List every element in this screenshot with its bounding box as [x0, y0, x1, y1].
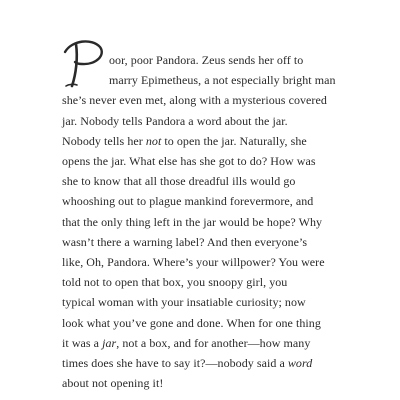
drop-cap-glyph	[62, 38, 106, 88]
text-line-7: she to know that all those dreadful ills would go	[62, 174, 296, 189]
text-line-16: times does she have to say it?—nobody said a word	[62, 356, 313, 370]
text-line-13: typical woman with your insatiable curiosity; now	[62, 295, 306, 310]
text-line-8: whooshing out to plague mankind forevermore, and	[62, 194, 314, 209]
text-line-3: she’s never even met, along with a mysterious covered	[62, 93, 327, 108]
text-line-2: marry Epimetheus, a not especially bright man	[109, 73, 336, 88]
text-line-5: Nobody tells her not to open the jar. Naturally, she	[62, 133, 307, 148]
text-line-11: like, Oh, Pandora. Where’s your willpower? You were	[62, 255, 325, 269]
text-line-1: oor, poor Pandora. Zeus sends her off to	[109, 53, 304, 67]
text-line-15: it was a jar, not a box, and for another—how many	[62, 335, 311, 350]
emphasis-not: not	[145, 133, 162, 148]
text-line-4: jar. Nobody tells Pandora a word about the jar.	[62, 113, 288, 128]
text-line-17: about not opening it!	[62, 376, 164, 391]
text-line-12: told not to open that box, you snoopy girl, you	[62, 275, 288, 290]
text-line-9: that the only thing left in the jar would be hope? Why	[62, 214, 323, 229]
text-line-10: wasn’t there a warning label? And then everyone’s	[62, 234, 308, 249]
text-line-14: look what you’ve gone and done. When for one thing	[62, 315, 321, 330]
emphasis-jar: jar	[102, 335, 117, 350]
drop-cap	[62, 38, 106, 88]
text-line-6: opens the jar. What else has she got to do? How was	[62, 154, 316, 168]
emphasis-word: word	[287, 356, 313, 370]
